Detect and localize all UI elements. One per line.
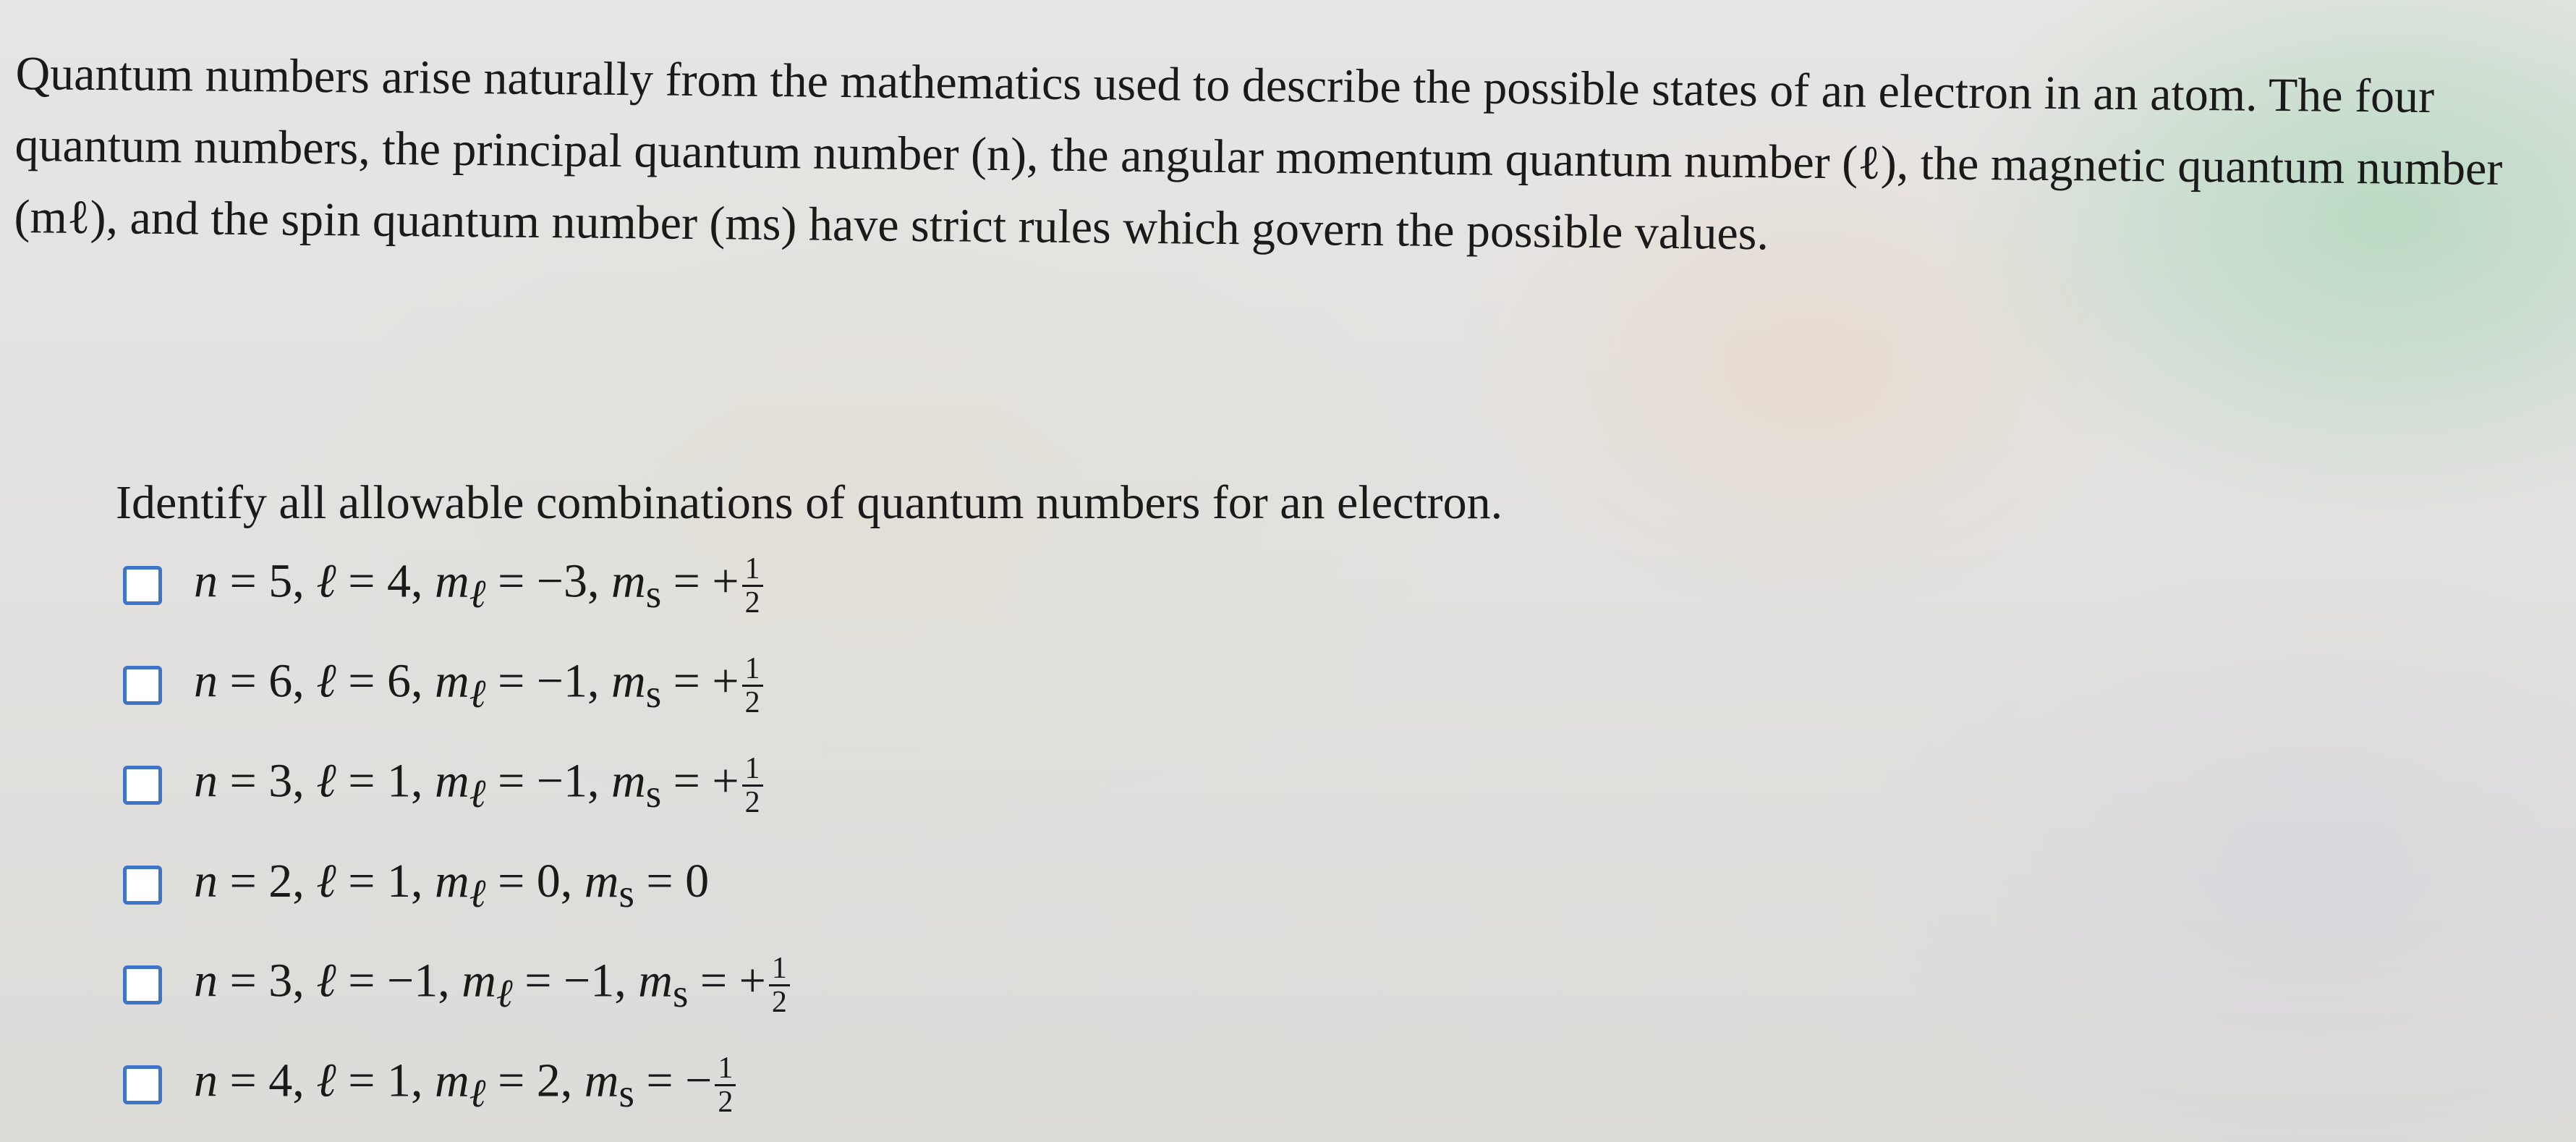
fraction: $\frac{1}{2}$ [742,553,763,619]
fraction: $\frac{1}{2}$ [769,952,790,1018]
option-expression: n = 4, ℓ = 1, $m_\ell = 2$, $m_s$ = − $\frac{1}{2}$ [194,1052,736,1118]
option-5[interactable] [123,935,790,1035]
checkbox[interactable] [123,666,162,705]
question-prompt: Identify all allowable combinations of quantum numbers for an electron. [116,476,1503,529]
answer-options [123,536,790,1135]
fraction: $\frac{1}{2}$ [715,1052,736,1118]
checkbox[interactable] [123,566,162,605]
option-4[interactable] [123,835,790,935]
fraction: $\frac{1}{2}$ [742,653,763,719]
intro-text: Quantum numbers arise naturally from the mathematics used to describe the possible states of an electron in an atom. The four quantum numbers, the principal quantum number (n), the angular momentum quantum number (ℓ), the magnetic quantum number (mℓ), and the spin quantum number (ms) have strict rules which govern the possible values. [14,46,2503,261]
fraction: $\frac{1}{2}$ [742,753,763,819]
intro-paragraph [14,38,2562,277]
option-3[interactable] [123,735,790,835]
checkbox[interactable] [123,965,162,1004]
option-expression: n = 2, ℓ = 1, $m_\ell = 0$, $m_s = 0$ [194,854,710,916]
option-expression: n = 6, ℓ = 6, $m_\ell = -1$, $m_s$ = + $\frac{1}{2}$ [194,653,763,719]
option-expression: n = 3, ℓ = 1, $m_\ell = -1$, $m_s$ = + $\frac{1}{2}$ [194,753,763,819]
option-expression: n = 3, ℓ = −1, $m_\ell = -1$, $m_s$ = + $\frac{1}{2}$ [194,952,790,1018]
option-6[interactable] [123,1035,790,1135]
checkbox[interactable] [123,1065,162,1104]
option-expression: n = 5, ℓ = 4, $m_\ell = -3$, $m_s$ = + $\frac{1}{2}$ [194,553,763,619]
option-2[interactable] [123,635,790,735]
option-1[interactable] [123,536,790,635]
checkbox[interactable] [123,766,162,805]
checkbox[interactable] [123,866,162,905]
